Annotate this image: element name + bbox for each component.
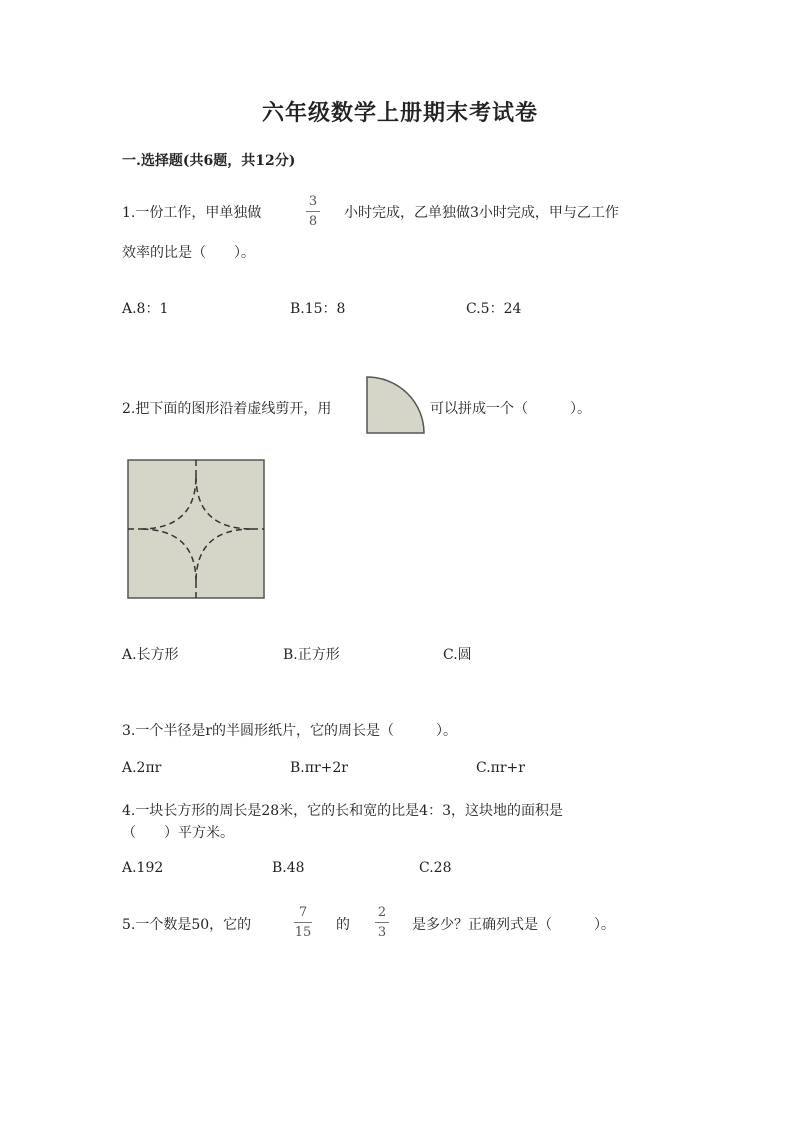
square-dashed-figure [126, 458, 267, 600]
q5-fraction-1-denominator: 15 [294, 925, 312, 940]
q5-fraction-2 [375, 906, 389, 939]
page-title: 六年级数学上册期末考试卷 [261, 100, 538, 126]
section-heading: 一.选择题(共6题，共12分) [122, 153, 296, 169]
q4-option-a[interactable]: A.192 [122, 860, 164, 876]
q3-option-c[interactable]: C.πr+r [476, 760, 525, 776]
q2-suffix: 可以拼成一个（ ）。 [430, 401, 591, 417]
q4-line2: （ ）平方米。 [122, 825, 234, 841]
q1-option-c[interactable]: C.5：24 [466, 301, 522, 317]
q2-option-b[interactable]: B.正方形 [283, 647, 340, 663]
q4-line1: 4.一块长方形的周长是28米，它的长和宽的比是4：3，这块地的面积是 [122, 803, 563, 819]
quarter-circle-figure [364, 374, 428, 436]
q3-option-a[interactable]: A.2πr [122, 760, 162, 776]
q1-fraction-numerator: 3 [308, 194, 318, 209]
q5-prefix: 5.一个数是50，它的 [122, 917, 252, 933]
q5-fraction-1-numerator: 7 [298, 905, 308, 920]
q5-middle: 的 [336, 917, 350, 933]
q3-option-b[interactable]: B.πr+2r [290, 760, 348, 776]
q1-option-b[interactable]: B.15：8 [290, 301, 346, 317]
q5-suffix: 是多少？正确列式是（ ）。 [412, 917, 615, 933]
q1-option-a[interactable]: A.8：1 [122, 301, 169, 317]
q3-text: 3.一个半径是r的半圆形纸片，它的周长是（ ）。 [122, 723, 458, 739]
q2-option-a[interactable]: A.长方形 [122, 647, 179, 663]
q1-fraction [306, 195, 320, 228]
q1-suffix: 小时完成，乙单独做3小时完成，甲与乙工作 [344, 205, 619, 221]
q5-fraction-1 [294, 906, 312, 939]
q1-prefix: 1.一份工作，甲单独做 [122, 205, 262, 221]
q2-prefix: 2.把下面的图形沿着虚线剪开，用 [122, 401, 332, 417]
q5-fraction-2-numerator: 2 [377, 905, 387, 920]
q1-line2: 效率的比是（ ）。 [122, 245, 255, 261]
q5-fraction-2-denominator: 3 [377, 925, 387, 940]
q1-fraction-denominator: 8 [308, 214, 318, 229]
q2-option-c[interactable]: C.圆 [443, 647, 472, 663]
q4-option-c[interactable]: C.28 [419, 860, 452, 876]
q4-option-b[interactable]: B.48 [272, 860, 305, 876]
